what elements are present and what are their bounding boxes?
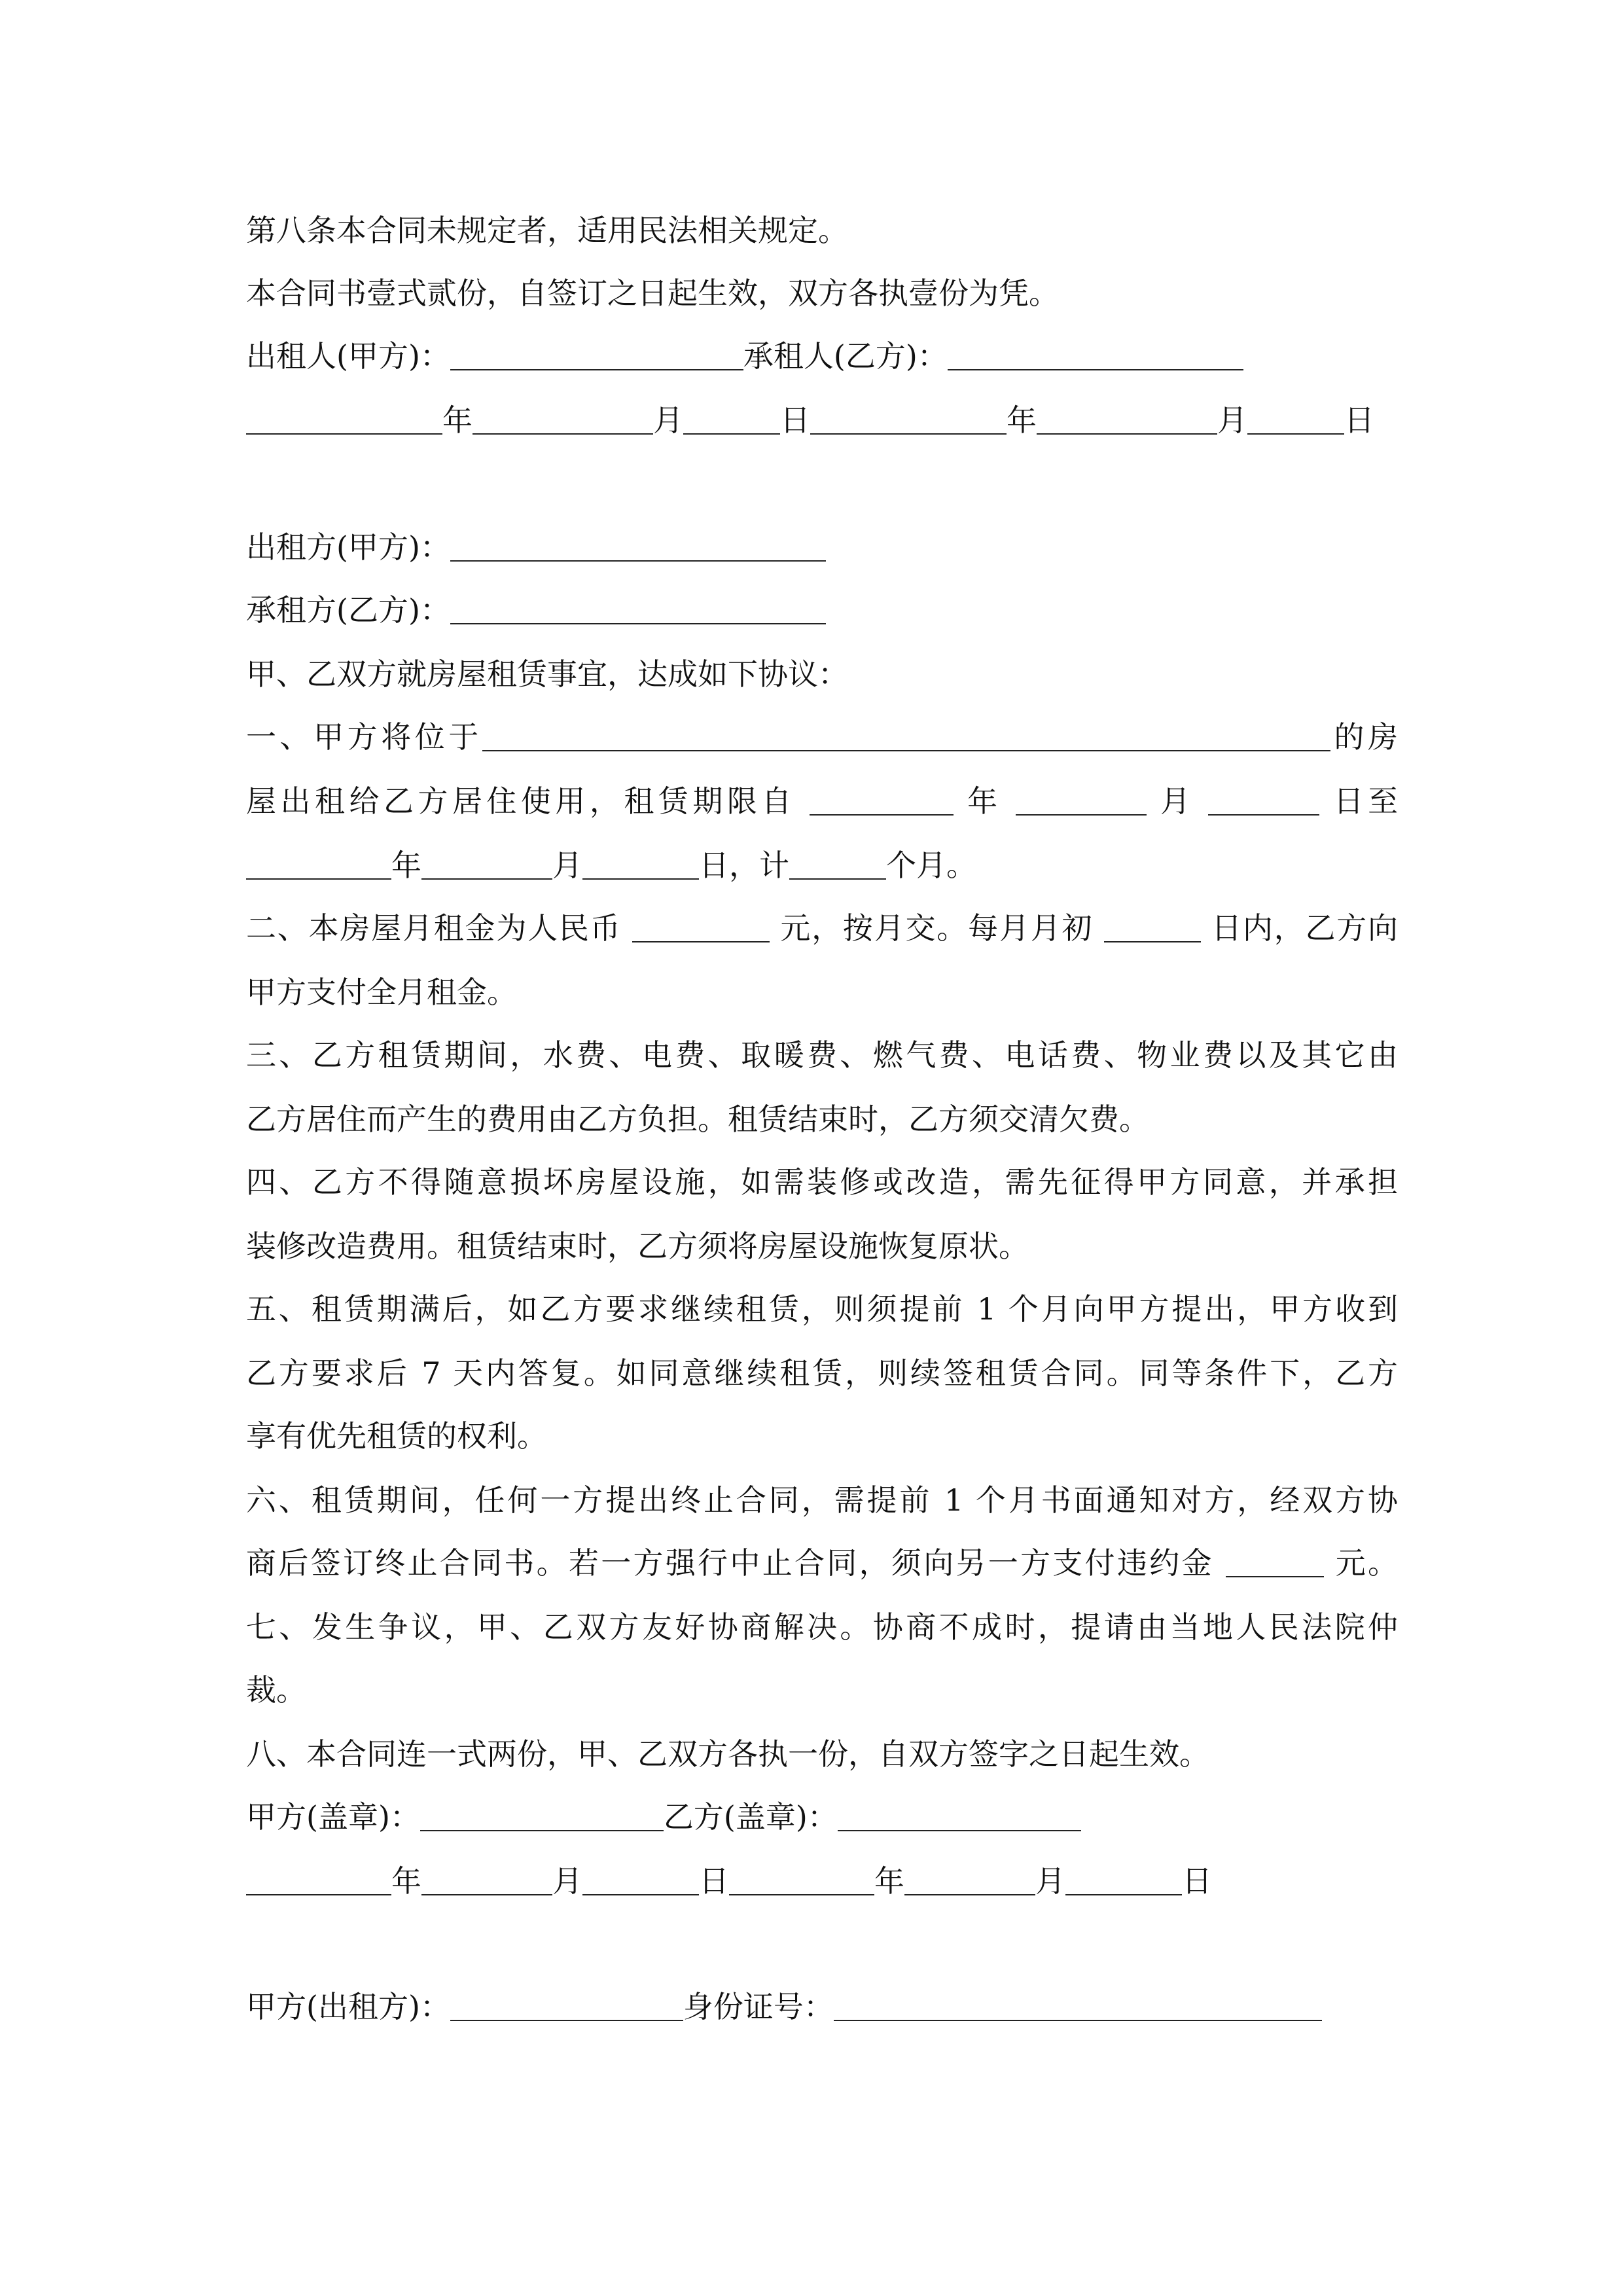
clause-4-line-2-text: 装修改造费用。租赁结束时，乙方须将房屋设施恢复原状。: [246, 1229, 1029, 1264]
end-month-label: 月: [552, 848, 582, 883]
clause-5-line-2-text: 乙方要求后 7 天内答复。如同意继续租赁，则续签租赁合同。同等条件下，乙方: [246, 1355, 1398, 1391]
clause-7-line-2: [246, 1670, 1398, 1710]
date2-day-blank: [1247, 403, 1344, 435]
clause-3-line-1: [246, 1035, 1398, 1075]
party-b-seal-label: 乙方(盖章)：: [663, 1799, 838, 1835]
party-a-seal-label: 甲方(盖章)：: [246, 1799, 420, 1835]
start-year-label: 年: [967, 783, 1002, 819]
clause-6-line-2: [246, 1543, 1398, 1583]
date2-month-label: 月: [1217, 403, 1247, 438]
end-month-blank: [421, 848, 552, 880]
penalty-unit-label: 元。: [1335, 1545, 1399, 1581]
date1-month-blank: [473, 403, 653, 435]
clause-7-line-1-text: 七、发生争议，甲、乙双方友好协商解决。协商不成时，提请由当地人民法院仲: [246, 1609, 1398, 1645]
seal-signature-line: [246, 1797, 1398, 1837]
month-count-label: 个月。: [886, 848, 976, 883]
clause-7-line-1: [246, 1607, 1398, 1647]
monthly-rent-blank: [632, 911, 770, 942]
clause-3-line-2-text: 乙方居住而产生的费用由乙方负担。租赁结束时，乙方须交清欠费。: [246, 1102, 1149, 1137]
clause-1-suffix: 的房: [1330, 719, 1399, 755]
start-year-blank: [810, 784, 954, 816]
date2-day-label: 日: [1344, 403, 1374, 438]
clause-5-line-2: [246, 1354, 1398, 1393]
date4-month-blank: [904, 1864, 1035, 1895]
date1-year-label: 年: [442, 403, 473, 438]
clause-6-line-2-text: 商后签订终止合同书。若一方强行中止合同，须向另一方支付违约金: [246, 1545, 1214, 1581]
party-a-line: [246, 528, 1398, 567]
date1-day-label: 日: [780, 403, 810, 438]
lessee-label: 承租人(乙方)：: [743, 338, 948, 374]
clause-2-rent-text: 二、本房屋月租金为人民币: [246, 910, 622, 946]
clause-1-term-text: 屋出租给乙方居住使用，租赁期限自: [246, 783, 796, 819]
party-b-seal-blank: [838, 1800, 1081, 1831]
date1-day-blank: [683, 403, 780, 435]
signature-line-1: [246, 336, 1398, 376]
clause-2-line-1: [246, 908, 1398, 948]
date4-month-label: 月: [1035, 1863, 1065, 1899]
lessor-blank: [450, 339, 743, 370]
id-number-label: 身份证号：: [683, 1989, 834, 2024]
clause-2-within-text: 日内，乙方向: [1211, 910, 1399, 946]
party-b-blank: [450, 593, 826, 624]
property-address-blank: [482, 720, 1330, 751]
payment-day-blank: [1104, 911, 1201, 942]
date-line-1: [246, 401, 1398, 440]
clause-5-line-3-text: 享有优先租赁的权利。: [246, 1418, 547, 1454]
clause-5-line-1: [246, 1289, 1398, 1329]
date4-year-label: 年: [874, 1863, 904, 1899]
date3-month-blank: [421, 1864, 552, 1895]
date1-month-label: 月: [653, 403, 683, 438]
article-8-old: [246, 211, 1398, 250]
party-b-label: 承租方(乙方)：: [246, 592, 450, 628]
end-day-blank: [582, 848, 699, 880]
date4-day-blank: [1065, 1864, 1182, 1895]
footer-lessor-label: 甲方(出租方)：: [246, 1989, 450, 2024]
date4-day-label: 日: [1182, 1863, 1212, 1899]
clause-4-line-1: [246, 1162, 1398, 1202]
start-month-label: 月: [1160, 783, 1195, 819]
copies-clause-old: [246, 274, 1398, 313]
clause-8-line: [246, 1734, 1398, 1774]
clause-4-line-2: [246, 1227, 1398, 1266]
footer-lessor-line: [246, 1987, 1398, 2026]
lessee-blank: [948, 339, 1243, 370]
clause-6-line-1: [246, 1480, 1398, 1520]
date1-year-blank: [246, 403, 442, 435]
intro-text: 甲、乙双方就房屋租赁事宜，达成如下协议：: [246, 656, 848, 692]
month-count-blank: [789, 848, 886, 880]
clause-1-line-3: [246, 846, 1398, 885]
penalty-amount-blank: [1226, 1546, 1324, 1577]
clause-8-text: 八、本合同连一式两份，甲、乙双方各执一份，自双方签字之日起生效。: [246, 1736, 1209, 1772]
clause-2-line-2: [246, 973, 1398, 1012]
party-a-blank: [450, 530, 826, 562]
date3-day-label: 日: [699, 1863, 729, 1899]
article-8-old-text: 第八条本合同未规定者，适用民法相关规定。: [246, 213, 848, 248]
clause-2-line-2-text: 甲方支付全月租金。: [246, 975, 517, 1010]
start-month-blank: [1016, 784, 1147, 816]
start-day-blank: [1208, 784, 1319, 816]
clause-4-line-1-text: 四、乙方不得随意损坏房屋设施，如需装修或改造，需先征得甲方同意，并承担: [246, 1164, 1398, 1200]
clause-5-line-3: [246, 1416, 1398, 1456]
date4-year-blank: [729, 1864, 874, 1895]
clause-2-payment-text: 元，按月交。每月月初: [780, 910, 1094, 946]
clause-3-line-1-text: 三、乙方租赁期间，水费、电费、取暖费、燃气费、电话费、物业费以及其它由: [246, 1037, 1398, 1073]
date2-year-blank: [810, 403, 1007, 435]
clause-1-prefix: 一、甲方将位于: [246, 719, 482, 755]
party-a-seal-blank: [420, 1800, 664, 1831]
date3-year-label: 年: [391, 1863, 421, 1899]
end-year-label: 年: [391, 848, 421, 883]
date3-day-blank: [582, 1864, 699, 1895]
id-number-blank: [834, 1990, 1322, 2021]
clause-6-line-1-text: 六、租赁期间，任何一方提出终止合同，需提前 1 个月书面通知对方，经双方协: [246, 1482, 1398, 1518]
clause-5-line-1-text: 五、租赁期满后，如乙方要求继续租赁，则须提前 1 个月向甲方提出，甲方收到: [246, 1291, 1398, 1327]
party-b-line: [246, 590, 1398, 630]
date2-month-blank: [1037, 403, 1217, 435]
clause-1-line-1: [246, 717, 1398, 757]
clause-1-line-2: [246, 781, 1398, 821]
clause-7-line-2-text: 裁。: [246, 1672, 306, 1708]
date3-year-blank: [246, 1864, 391, 1895]
party-a-label: 出租方(甲方)：: [246, 529, 450, 565]
intro-line: [246, 655, 1398, 694]
start-day-to-label: 日至: [1333, 783, 1399, 819]
date3-month-label: 月: [552, 1863, 582, 1899]
end-day-count-label: 日，计: [699, 848, 789, 883]
date2-year-label: 年: [1007, 403, 1037, 438]
end-year-blank: [246, 848, 391, 880]
clause-3-line-2: [246, 1100, 1398, 1139]
lessor-label: 出租人(甲方)：: [246, 338, 450, 374]
copies-clause-old-text: 本合同书壹式贰份，自签订之日起生效，双方各执壹份为凭。: [246, 276, 1059, 311]
date-line-2: [246, 1861, 1398, 1901]
footer-lessor-blank: [450, 1990, 683, 2021]
